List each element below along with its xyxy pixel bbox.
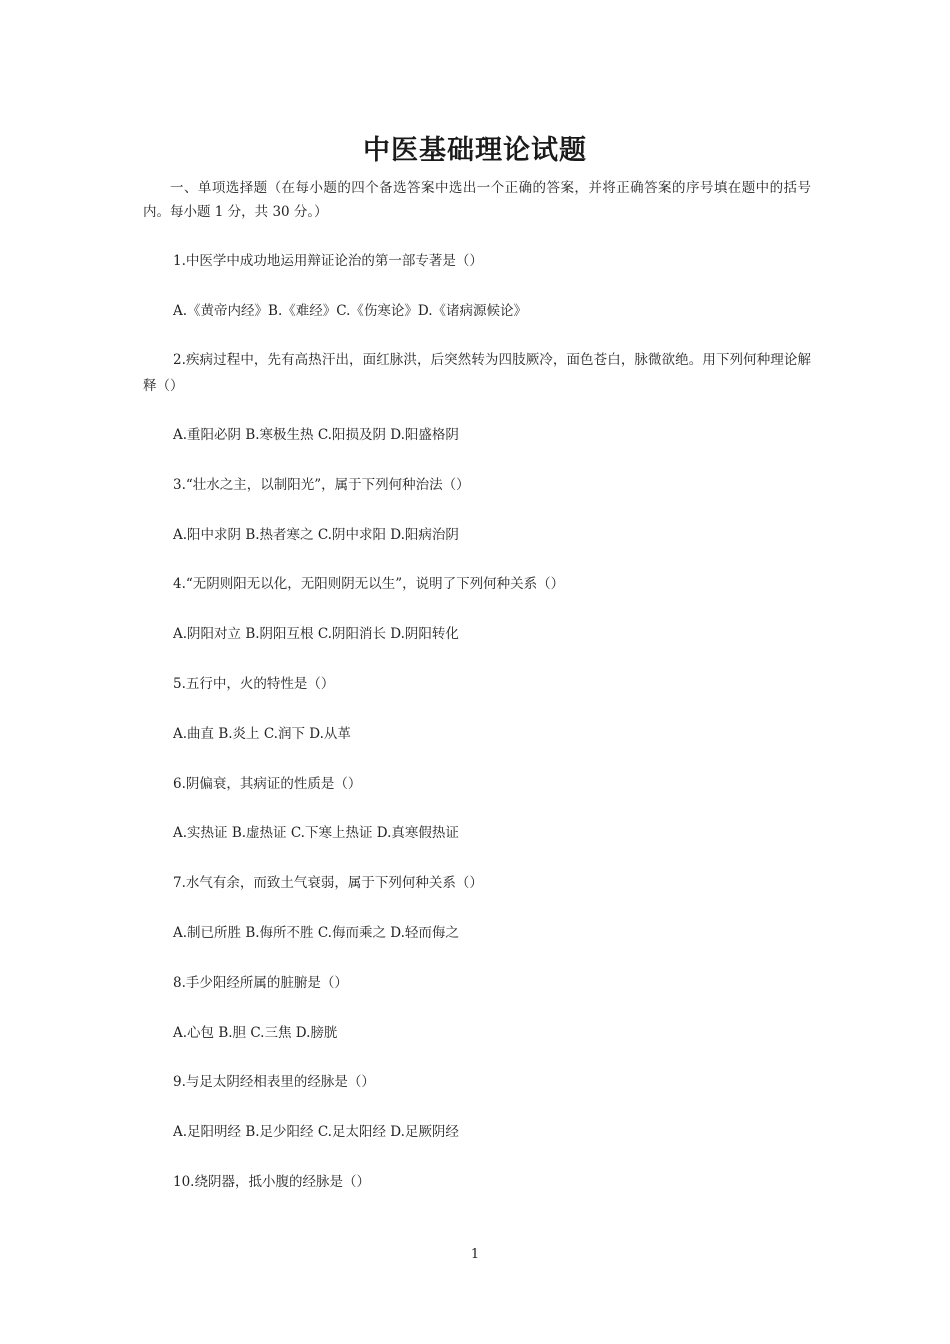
- question-5: 5.五行中，火的特性是（）: [173, 676, 335, 692]
- options-7: A.制已所胜 B.侮所不胜 C.侮而乘之 D.轻而侮之: [173, 925, 459, 941]
- question-2: 2.疾病过程中，先有高热汗出，面红脉洪，后突然转为四肢厥冷，面色苍白，脉微欲绝。用下列何种理论解释（）: [143, 352, 811, 394]
- question-4: 4.“无阴则阳无以化，无阳则阴无以生”，说明了下列何种关系（）: [173, 576, 565, 592]
- options-6: A.实热证 B.虚热证 C.下寒上热证 D.真寒假热证: [173, 825, 459, 841]
- question-10: 10.绕阴器，抵小腹的经脉是（）: [173, 1174, 370, 1190]
- question-6: 6.阴偏衰，其病证的性质是（）: [173, 776, 362, 792]
- question-9: 9.与足太阴经相表里的经脉是（）: [173, 1074, 375, 1090]
- page-number: 1: [470, 1247, 480, 1262]
- document-title: 中医基础理论试题: [363, 135, 587, 166]
- question-7: 7.水气有余，而致土气衰弱，属于下列何种关系（）: [173, 875, 483, 891]
- options-1: A.《黄帝内经》B.《难经》C.《伤寒论》D.《诸病源候论》: [173, 303, 528, 319]
- question-3: 3.“壮水之主，以制阳光”，属于下列何种治法（）: [173, 477, 470, 493]
- question-8: 8.手少阳经所属的脏腑是（）: [173, 975, 348, 991]
- options-9: A.足阳明经 B.足少阳经 C.足太阳经 D.足厥阴经: [173, 1124, 459, 1140]
- options-8: A.心包 B.胆 C.三焦 D.膀胱: [173, 1025, 338, 1041]
- options-5: A.曲直 B.炎上 C.润下 D.从革: [173, 726, 351, 742]
- options-3: A.阳中求阴 B.热者寒之 C.阴中求阳 D.阳病治阴: [173, 527, 459, 543]
- section-intro: 一、单项选择题（在每小题的四个备选答案中选出一个正确的答案，并将正确答案的序号填在题中的括号内。每小题 1 分，共 30 分。）: [143, 180, 811, 220]
- options-2: A.重阳必阴 B.寒极生热 C.阳损及阴 D.阳盛格阴: [173, 427, 459, 443]
- options-4: A.阴阳对立 B.阴阳互根 C.阴阳消长 D.阴阳转化: [173, 626, 459, 642]
- question-1: 1.中医学中成功地运用辩证论治的第一部专著是（）: [173, 253, 483, 269]
